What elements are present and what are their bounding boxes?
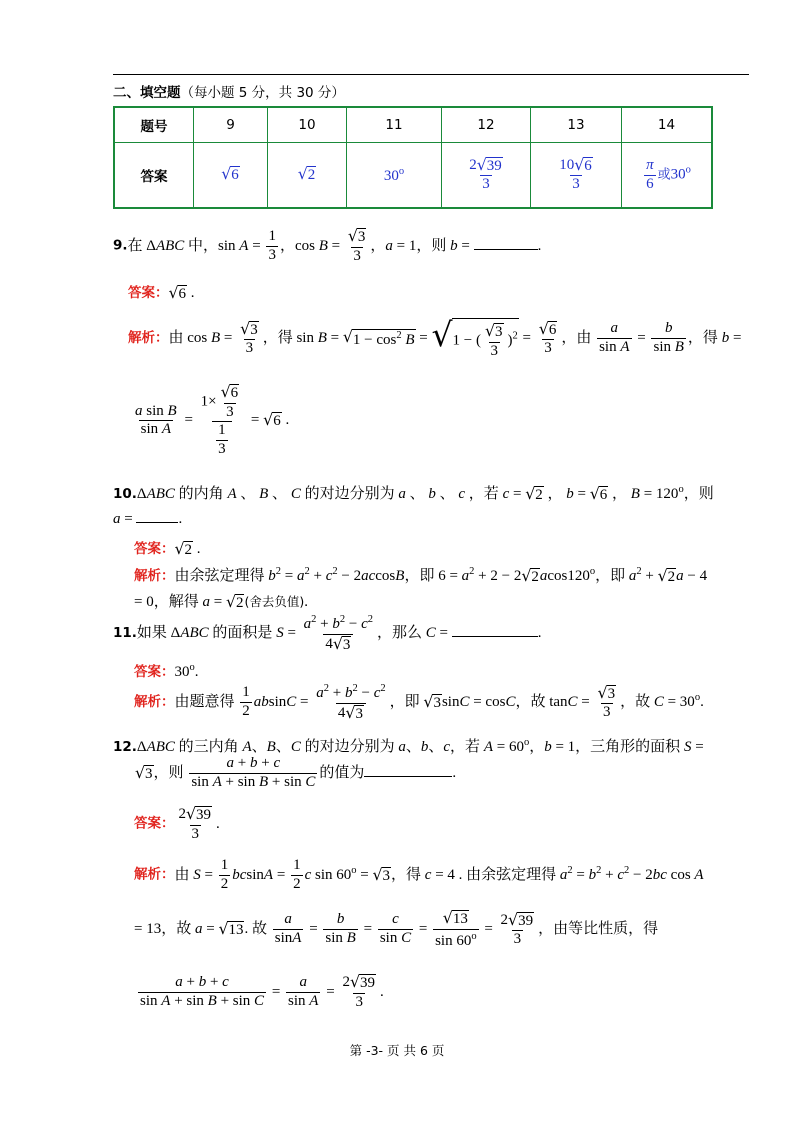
table-number-14: 14 xyxy=(622,107,713,143)
analysis-11: 解析：由题意得 $\frac{1}{2}$ absinC = $a^2 + b^2 - c^2$ 4 √ 3 ，即 √ 3 sinC = cosC，故 tanC = √ 3 3 ，故 $C = 30^o$. xyxy=(134,682,704,722)
answer-label: 答案： xyxy=(134,541,175,557)
answer-10: 答案： √ 2 . xyxy=(134,538,201,558)
analysis-12-line2: = 13，故 a = √ 13 . 故 $\frac{a}{\sin A}$ = $\frac{b}{\text{sin B}}$ = $\frac{c}{\text{sin C}}$ = √ 13 sin 60$^o$ = 2 √ 39 3 ，由等比性质，得 xyxy=(134,908,659,949)
answer-11: 答案：30$^o$. xyxy=(134,662,199,680)
question-11-number: 11. xyxy=(113,625,137,642)
table-row xyxy=(114,107,712,143)
table-number-10: 10 xyxy=(268,107,347,143)
answer-cell-9: √ 6 xyxy=(194,143,268,209)
answer-label: 答案： xyxy=(128,285,169,301)
question-9-number: 9. xyxy=(113,237,128,254)
question-12-line2: √ 3 ，则 $\frac{a + b + c}{\text{sin A + sin B + sin C}}$ 的值为 . xyxy=(135,755,457,790)
analysis-label: 解析： xyxy=(134,866,175,883)
answer-9: 答案： √ 6 . xyxy=(128,282,195,302)
table-number-11: 11 xyxy=(347,107,442,143)
section-title-main: 二、填空题 xyxy=(113,85,181,101)
analysis-10-note: (舍去负值) xyxy=(244,594,305,609)
answer-label: 答案： xyxy=(134,815,175,832)
table-header-label: 题号 xyxy=(114,107,194,143)
answer-cell-10: √ 2 xyxy=(268,143,347,209)
question-12: 12.ΔABC 的三内角 A、B、C 的对边分别为 a、b、c，若 $A = 60^o$，b = 1，三角形的面积 S = xyxy=(113,737,704,755)
answer-label: 答案： xyxy=(134,664,175,680)
analysis-12: 解析：由 S = $\frac{1}{2}$ bcsinA = $\frac{1}{2}$ c $\sin 60^o$ = √ 3 ，得 c = 4 . 由余弦定理得 $a^2 = b^2 + c^2 - 2bc$ cos A xyxy=(134,857,704,892)
answer-cell-13: 10 √ 6 3 xyxy=(531,143,622,209)
analysis-9-cont: $\frac{\text{a sin B}}{\text{sin A}}$ = 1× √ 6 3 $\frac{1}{3}$ = √ 6 . xyxy=(135,382,290,457)
top-rule xyxy=(113,74,749,75)
answer-table xyxy=(113,106,713,209)
analysis-10-line2: = 0，解得 a = √ 2 (舍去负值). xyxy=(134,591,308,611)
analysis-label: 解析： xyxy=(128,330,169,347)
answer-cell-14: $\frac{\pi}{6}$ 或30$^o$ xyxy=(622,143,713,209)
table-number-9: 9 xyxy=(194,107,268,143)
analysis-label: 解析： xyxy=(134,568,175,584)
page-footer: 第 -3- 页 共 6 页 xyxy=(349,1043,445,1058)
question-10: 10.ΔABC 的内角 A 、 B 、 C 的对边分别为 a 、 b 、 c ，若 c = √ 2 ， b = √ 6 ， $B = 120^o$，则 xyxy=(113,483,714,503)
answer-cell-12: 2 √ 39 3 xyxy=(442,143,531,209)
question-10-line2: a = . xyxy=(113,511,183,527)
answer-cell-11: 30$^o$ xyxy=(347,143,442,209)
question-9: 9.在 ΔABC 中，sin A = $\frac{1}{3}$ ，cos B = √ 3 3 ，a = 1，则 b = . xyxy=(113,226,542,264)
analysis-9: 解析：由 cos B = √ 3 3 ，得 sin B = √ $1 - \cos^2 B$ = √ 1 − ( √ 3 3 )$^2$ = √ 6 3 ，由 $\frac{a}{\text{sin A}}$ = $\frac{b}{\text{sin B}}$ ，得 b = xyxy=(128,315,742,359)
table-number-13: 13 xyxy=(531,107,622,143)
question-11: 11.如果 ΔABC 的面积是 S = $a^2 + b^2 - c^2$ 4 √ 3 ，那么 C = . xyxy=(113,614,542,653)
table-answer-label: 答案 xyxy=(114,143,194,209)
section-title xyxy=(113,81,345,101)
question-12-number: 12. xyxy=(113,739,137,755)
answer-12: 答案： 2 √ 39 3 . xyxy=(134,804,220,842)
analysis-12-line3: $\frac{a + b + c}{\text{sin A + sin B + sin C}}$ = $\frac{a}{\text{sin A}}$ = 2 √ 39 3 . xyxy=(140,972,384,1010)
analysis-label: 解析： xyxy=(134,694,175,711)
question-10-number: 10. xyxy=(113,486,137,502)
analysis-10: 解析：由余弦定理得 $b^2 = a^2 + c^2 - 2accosB$，即 $6 = a^2 + 2 - 2$ √ 2 acos120$^o$，即 $a^2$ + √ 2 a − 4 xyxy=(134,565,708,585)
section-title-note: （每小题 5 分，共 30 分） xyxy=(180,85,345,101)
table-number-12: 12 xyxy=(442,107,531,143)
table-row xyxy=(114,143,712,209)
